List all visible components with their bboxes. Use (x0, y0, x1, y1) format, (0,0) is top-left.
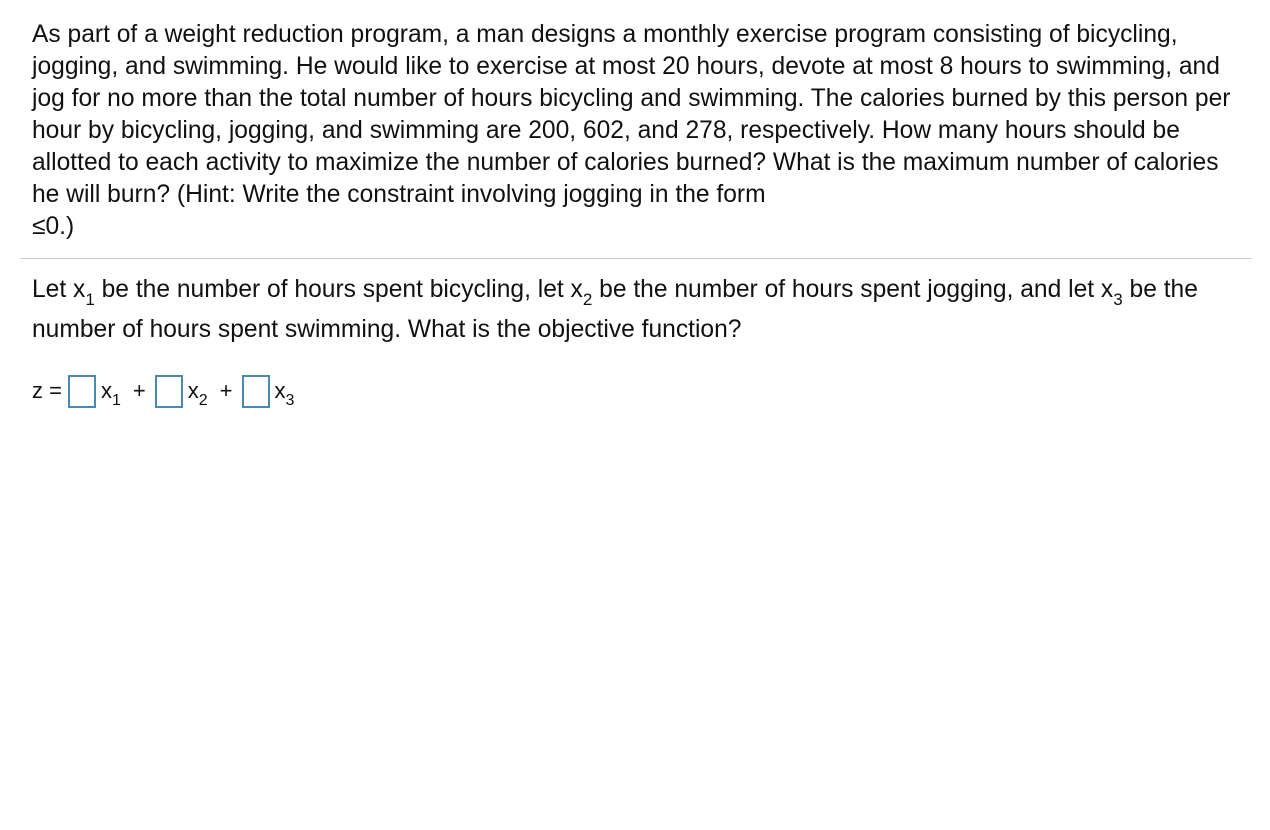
subscript: 1 (85, 290, 95, 309)
variable-x3 (274, 378, 295, 409)
subscript: 3 (285, 392, 295, 409)
question-text-part: be the number of hours spent jogging, and let x (592, 276, 1114, 303)
variable-base: x (274, 378, 286, 403)
problem-hint-tail: ≤0.) (32, 213, 75, 240)
subscript: 3 (1113, 290, 1123, 309)
question-prompt (32, 270, 1252, 350)
coefficient-x3-input[interactable] (242, 375, 270, 408)
subscript: 2 (582, 290, 593, 309)
variable-x1 (100, 378, 121, 409)
variable-base: x (187, 378, 199, 403)
variable-x2 (187, 378, 208, 409)
problem-text: As part of a weight reduction program, a man designs a monthly exercise program consisting of bicycling, jogging, and swimming. He would like to exercise at most 20 hours, devote at most 8 hours to swimming, and jog for no more than the total number of hours bicycling and swimming. The calories burned by this person per hour by bicycling, jogging, and swimming are 200, 602, and 278, respectively. How many hours should be allotted to each activity to maximize the number of calories burned? What is the maximum number of calories he will burn? (Hint: Write the constraint involving jogging in the form (32, 21, 1231, 208)
subscript: 2 (198, 392, 208, 409)
objective-function-row (32, 372, 294, 410)
plus-sign: + (219, 378, 233, 403)
question-text-part: be the number of hours spent swimming. What is the objective function? (32, 276, 1198, 343)
subscript: 1 (111, 392, 121, 409)
question-text-part: Let x (32, 276, 86, 303)
section-divider (20, 258, 1252, 259)
question-text-part: be the number of hours spent bicycling, let x (94, 276, 583, 303)
z-label: z = (32, 378, 62, 403)
coefficient-x1-input[interactable] (68, 375, 96, 408)
problem-statement (32, 19, 1242, 243)
variable-base: x (100, 378, 112, 403)
plus-sign: + (132, 378, 146, 403)
coefficient-x2-input[interactable] (155, 375, 183, 408)
